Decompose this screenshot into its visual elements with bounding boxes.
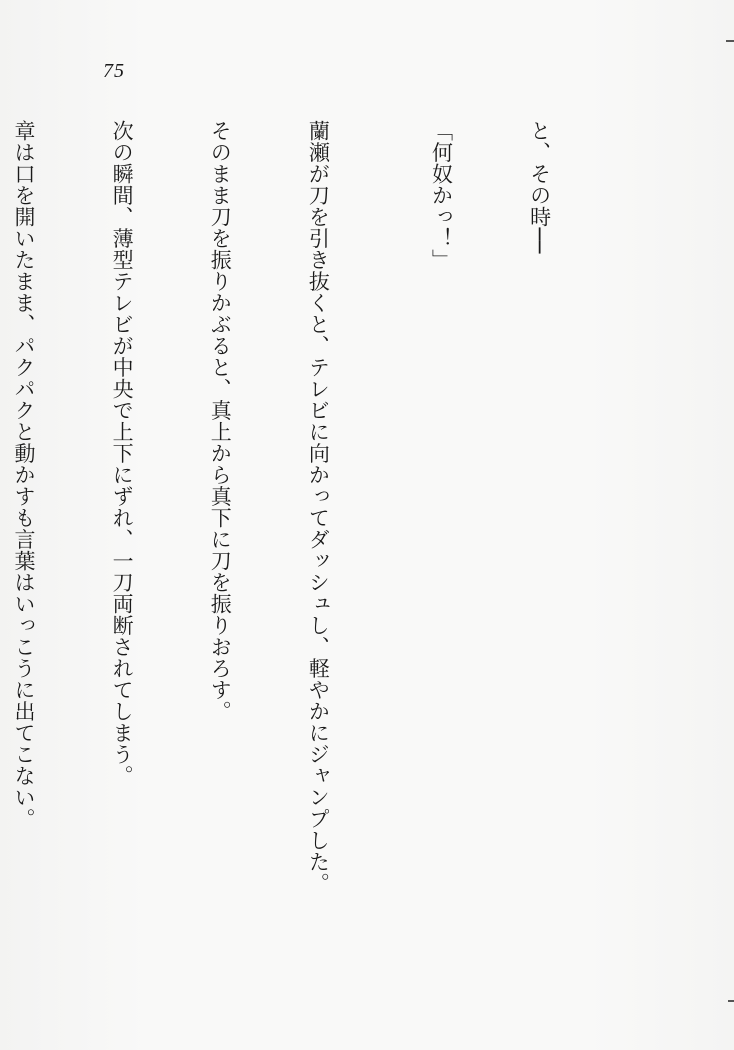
body-text — [0, 120, 646, 1000]
text-line: 「何奴かっ！」 — [429, 120, 454, 271]
text-line: そのまま刀を振りかぶると、真上から真下に刀を振りおろす。 — [208, 120, 233, 722]
page-edge-mark — [726, 40, 734, 42]
text-line: 蘭瀬が刀を引き抜くと、テレビに向かってダッシュし、軽やかにジャンプした。 — [306, 120, 331, 894]
text-line: と、その時── — [527, 120, 552, 254]
page-number: 75 — [103, 60, 125, 82]
page-edge-mark — [728, 1000, 734, 1002]
text-line: 章は口を開いたまま、パクパクと動かすも言葉はいっこうに出てこない。 — [12, 120, 37, 830]
text-line: 次の瞬間、薄型テレビが中央で上下にずれ、一刀両断されてしまう。 — [110, 120, 135, 787]
